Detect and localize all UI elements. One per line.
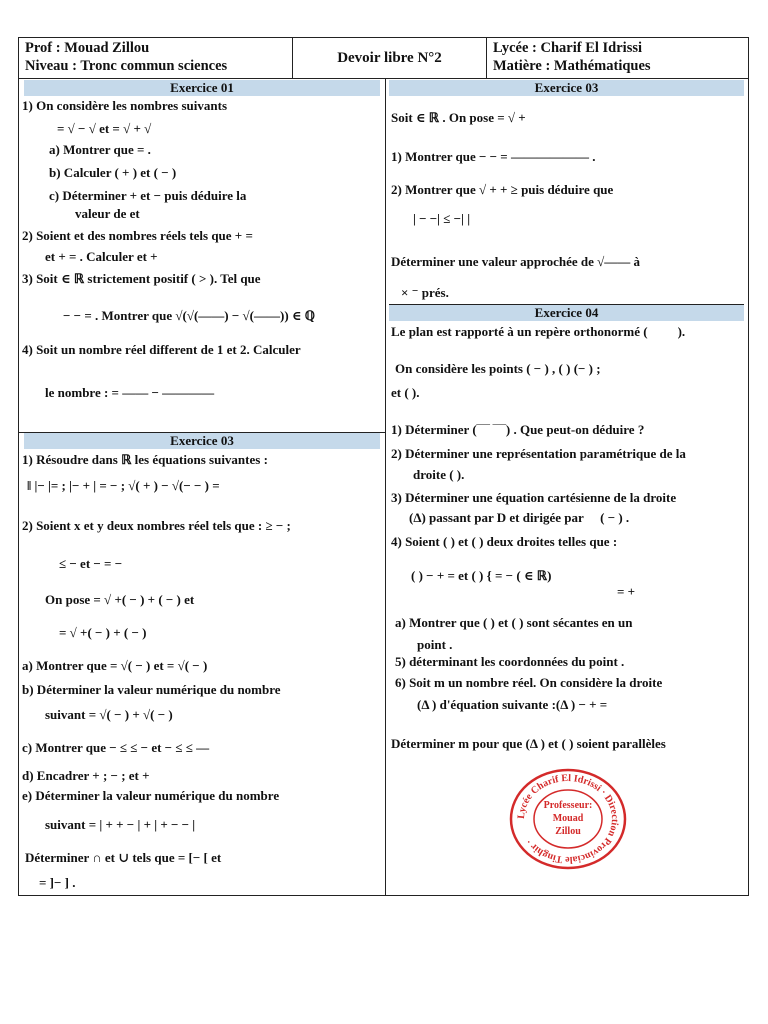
exercise-04-title: Exercice 04 (389, 304, 744, 321)
ex3-line: e) Déterminer la valeur numérique du nombre (22, 788, 280, 803)
ex3-line: b) Déterminer la valeur numérique du nombre (22, 682, 281, 697)
ex1-line: 2) Soient et des nombres réels tels que + = (22, 228, 253, 243)
ex4-line: 2) Déterminer une représentation paramétrique de la (391, 446, 686, 461)
ex3r-line: Soit ∈ ℝ . On pose = √ + (391, 110, 526, 125)
ex1-line: le nombre : = —— − ———— (45, 385, 215, 400)
ex3r-line: 2) Montrer que √ + + ≥ puis déduire que (391, 182, 614, 197)
ex4-line: a) Montrer que ( ) et ( ) sont sécantes en un (395, 615, 633, 630)
stamp-line: Mouad (552, 813, 584, 824)
stamp-ring-text: Lycée Charif El Idrissi · Direction Provinciale Tinghir · (515, 772, 621, 866)
subject-name: Matière : Mathématiques (493, 58, 651, 74)
ex3-line: = ]− ] . (39, 875, 76, 890)
ex3-line: 2) Soient x et y deux nombres réel tels que : ≥ − ; (22, 518, 291, 533)
stamp-line: Professeur: (543, 800, 593, 811)
ex3-line: suivant = | + + − | + | + − − | (45, 817, 196, 832)
header-table (19, 38, 748, 79)
ex4-line: (Δ) passant par D et dirigée par ⃗ ( − ) . (409, 510, 630, 525)
ex1-line: 1) On considère les nombres suivants (22, 98, 228, 113)
ex4-line: 1) Déterminer (‾‾‾ ‾‾‾) . Que peut-on déduire ? (391, 422, 645, 437)
ex4-line: Déterminer m pour que (Δ ) et ( ) soient parallèles (391, 736, 666, 751)
ex3-line: = √ +( − ) + ( − ) (59, 625, 147, 640)
ex3-line: suivant = √( − ) + √( − ) (45, 707, 173, 722)
ex4-line: = + (617, 584, 636, 599)
ex3r-line: × ⁻ prés. (401, 285, 449, 300)
ex4-line: 4) Soient ( ) et ( ) deux droites telles que : (391, 534, 618, 549)
ex3r-line: 1) Montrer que − − = —————— . (391, 149, 596, 164)
exercise-03-left-title: Exercice 03 (24, 433, 380, 449)
header-left-cell (19, 38, 293, 78)
teacher-name: Prof : Mouad Zillou (25, 40, 150, 56)
ex1-line: et + = . Calculer et + (45, 249, 158, 264)
ex4-line: 5) déterminant les coordonnées du point . (395, 654, 625, 669)
exercise-01-title: Exercice 01 (24, 80, 380, 96)
assignment-title: Devoir libre N°2 (337, 50, 442, 66)
stamp-line: Zillou (555, 826, 581, 837)
ex3-line: On pose = √ +( − ) + ( − ) et (45, 592, 195, 607)
ex3-line: ‖ |− |= ; |− + | = − ; √( + ) − √(− − ) = (27, 478, 220, 493)
ex1-line: b) Calculer ( + ) et ( − ) (49, 165, 177, 180)
exam-sheet (18, 37, 749, 896)
header-right-cell (487, 38, 749, 78)
ex1-line: a) Montrer que = . (49, 142, 151, 157)
ex4-line: et ( ). (391, 385, 420, 400)
ex1-line: 3) Soit ∈ ℝ strictement positif ( > ). Tel que (22, 271, 261, 286)
ex1-line: c) Déterminer + et − puis déduire la (49, 188, 247, 203)
class-level: Niveau : Tronc commun sciences (25, 58, 228, 74)
ex3-line: ≤ − et − = − (59, 556, 123, 571)
ex3-line: Déterminer ∩ et ∪ tels que = [− [ et (25, 850, 222, 865)
ex3r-line: Déterminer une valeur approchée de √—— à (391, 254, 641, 269)
ex1-line: − − = . Montrer que √(√(——) − √(——)) ∈ ℚ (63, 308, 316, 323)
ex3-line: 1) Résoudre dans ℝ les équations suivantes : (22, 452, 268, 467)
ex3-line: a) Montrer que = √( − ) et = √( − ) (22, 658, 208, 673)
left-column (19, 78, 386, 895)
school-stamp (508, 768, 628, 870)
ex4-line: 6) Soit m un nombre réel. On considère la droite (395, 675, 663, 690)
ex4-line: ( ) − + = et ( ) { = − ( ∈ ℝ) (411, 568, 552, 583)
ex4-line: On considère les points ( − ) , ( ) (− ) ; (395, 361, 601, 376)
ex4-line: point . (417, 637, 453, 652)
ex3-line: d) Encadrer + ; − ; et + (22, 768, 150, 783)
ex1-line: 4) Soit un nombre réel different de 1 et 2. Calculer (22, 342, 301, 357)
ex1-line: valeur de et (75, 206, 140, 221)
ex4-line: 3) Déterminer une équation cartésienne de la droite (391, 490, 677, 505)
exercise-03-right-title: Exercice 03 (389, 80, 744, 96)
header-center-cell (293, 38, 487, 78)
ex4-line: Le plan est rapporté à un repère orthonormé ( ⃗ ⃗ ). (391, 324, 686, 339)
school-name: Lycée : Charif El Idrissi (493, 40, 643, 56)
ex3-line: c) Montrer que − ≤ ≤ − et − ≤ ≤ — (22, 740, 210, 755)
ex3r-line: | − −| ≤ −| | (413, 211, 471, 226)
ex4-line: droite ( ). (413, 467, 465, 482)
ex1-line: = √ − √ et = √ + √ (57, 121, 152, 136)
ex4-line: (Δ ) d'équation suivante :(Δ ) − + = (417, 697, 608, 712)
